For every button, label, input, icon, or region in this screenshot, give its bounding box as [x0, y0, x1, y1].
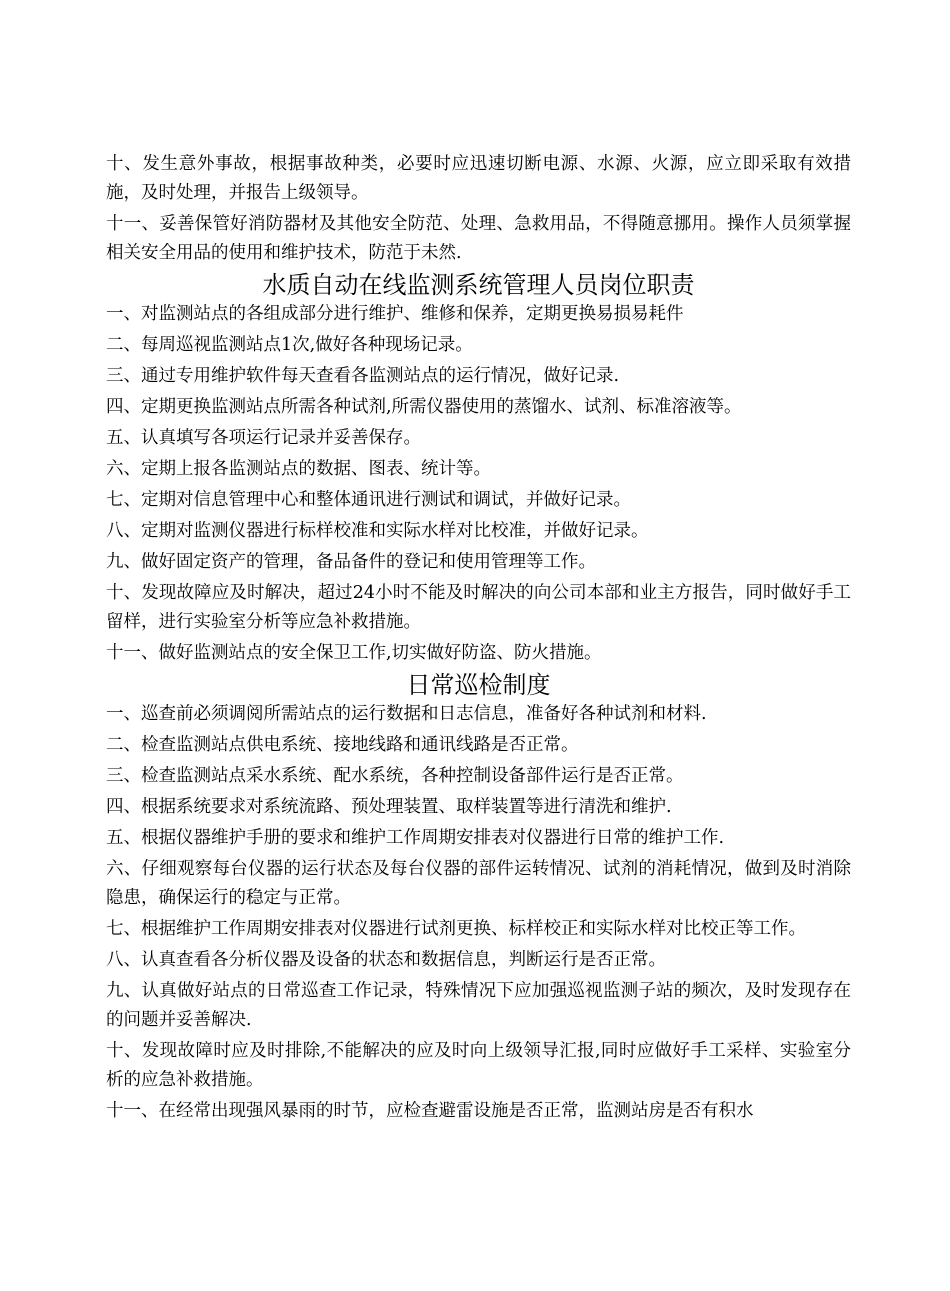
- list-item: 一、巡查前必须调阅所需站点的运行数据和日志信息，准备好各种试剂和材料.: [106, 704, 707, 724]
- list-item: 八、定期对监测仪器进行标样校准和实际水样对比校准，并做好记录。: [106, 521, 649, 541]
- list-item: 七、根据维护工作周期安排表对仪器进行试剂更换、标样校正和实际水样对比校正等工作。: [106, 919, 806, 939]
- list-item: 六、定期上报各监测站点的数据、图表、统计等。: [106, 459, 491, 479]
- list-item: 三、检查监测站点采水系统、配水系统，各种控制设备部件运行是否正常。: [106, 766, 684, 786]
- intro-paragraph: 十一、妥善保管好消防器材及其他安全防范、处理、急救用品，不得随意挪用。操作人员须掌握相关安全用品的使用和维护技术，防范于未然.: [106, 214, 851, 263]
- list-item: 八、认真查看各分析仪器及设备的状态和数据信息，判断运行是否正常。: [106, 950, 666, 970]
- list-item: 二、每周巡视监测站点1次,做好各种现场记录。: [106, 335, 473, 355]
- list-item: 九、做好固定资产的管理，备品备件的登记和使用管理等工作。: [106, 552, 596, 572]
- list-item: 四、定期更换监测站点所需各种试剂,所需仪器使用的蒸馏水、试剂、标准溶液等。: [106, 397, 742, 417]
- list-item: 三、通过专用维护软件每天查看各监测站点的运行情况，做好记录.: [106, 366, 620, 386]
- list-item: 十一、做好监测站点的安全保卫工作,切实做好防盗、防火措施。: [106, 643, 602, 663]
- list-item: 十、发现故障应及时解决，超过24小时不能及时解决的向公司本部和业主方报告，同时做好手工留样，进行实验室分析等应急补救措施。: [106, 583, 851, 632]
- list-item: 九、认真做好站点的日常巡查工作记录，特殊情况下应加强巡视监测子站的频次，及时发现存在的问题并妥善解决.: [106, 981, 851, 1030]
- section-title: 水质自动在线监测系统管理人员岗位职责: [262, 271, 695, 299]
- list-item: 二、检查监测站点供电系统、接地线路和通讯线路是否正常。: [106, 735, 579, 755]
- list-item: 五、根据仪器维护手册的要求和维护工作周期安排表对仪器进行日常的维护工作.: [106, 828, 725, 848]
- list-item: 十一、在经常出现强风暴雨的时节，应检查避雷设施是否正常，监测站房是否有积水: [106, 1101, 754, 1121]
- inspection-section: [106, 670, 851, 1126]
- list-item: 六、仔细观察每台仪器的运行状态及每台仪器的部件运转情况、试剂的消耗情况，做到及时消除隐患，确保运行的稳定与正常。: [106, 859, 851, 908]
- document-page: [106, 150, 851, 1128]
- list-item: 四、根据系统要求对系统流路、预处理装置、取样装置等进行清洗和维护.: [106, 797, 672, 817]
- list-item: 十、发现故障时应及时排除,不能解决的应及时向上级领导汇报,同时应做好手工采样、实验室分析的应急补救措施。: [106, 1041, 851, 1090]
- intro-paragraph: 十、发生意外事故，根据事故种类，必要时应迅速切断电源、水源、火源，应立即采取有效措施，及时处理，并报告上级领导。: [106, 154, 851, 203]
- section-title: 日常巡检制度: [406, 671, 551, 699]
- list-item: 七、定期对信息管理中心和整体通讯进行测试和调试，并做好记录。: [106, 490, 631, 510]
- list-item: 五、认真填写各项运行记录并妥善保存。: [106, 428, 421, 448]
- duties-section: [106, 270, 851, 668]
- list-item: 一、对监测站点的各组成部分进行维护、维修和保养，定期更换易损易耗件: [106, 304, 684, 324]
- intro-section: [106, 150, 851, 268]
